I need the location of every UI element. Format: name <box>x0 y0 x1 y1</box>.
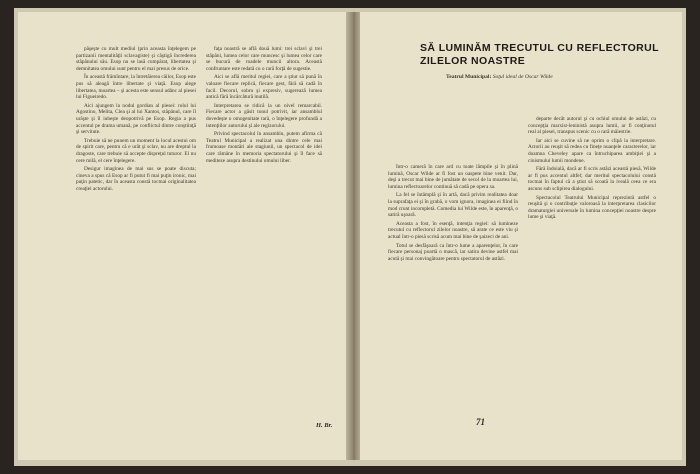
paragraph: faţa noastră se află două lumi: trei sclavi şi trei stăpâni, lumea celor care muncesc şi lumea celor care se bucură de roadele muncii altora. Această confruntare este redată cu o rară forţă de sugestie. <box>206 46 322 72</box>
paragraph: Aceasta a fost, în esenţă, intenţia regiei: să lumineze trecutul cu reflectorul zilelor noastre, să arate ce este viu şi actual într-o piesă scrisă acum mai bine de şaizeci de ani. <box>388 220 518 240</box>
paragraph: Aici ajungem la nodul gordian al piesei: rolul lui Agostino, Melita, Clea şi al lui Xantos, stăpânul, care îl urăşte şi îl iubeşte deopotrivă pe Esop. Regia a pus accentul pe drama umană, pe conflictul dintre conştiinţă şi servitute. <box>76 102 196 136</box>
open-book <box>14 8 686 466</box>
paragraph: departe decât autorul şi cu ochiul omului de astăzi, cu concepţia marxist-leninistă asupra lumii, ar fi conţinutul real al piesei, transpus scenic cu o rară măiestrie. <box>528 116 656 136</box>
page-number: 71 <box>476 417 485 427</box>
paragraph: Trebuie să ne punem un moment la locul acestui om de spirit care, pentru că e urât şi sclav, nu are dreptul la dragoste, care trebuie să accepte dispreţul tuturor. El nu cere milă, el cere înţelegere. <box>76 137 196 164</box>
paragraph: Într-o cameră în care ard cu toate lămpile şi în plină lumină, Oscar Wilde ar fi fost un oaspete bine venit. Dar, deşi a trecut mai bine de jumătate de secol de la moartea lui, lumina reflectoarelor continuă să cadă pe opera sa. <box>388 164 518 190</box>
paragraph: Desigur imaginea de mai sus se poate discuta; cineva a spus că Esop ar fi putut fi mai puţin ironic, mai puţin patetic, dar în aceasta constă tocmai originalitatea creaţiei actorului. <box>76 166 196 192</box>
paragraph: Totul se desfăşoară ca într-o lume a aparenţelor, în care fiecare personaj poartă o mască, iar satira devine astfel mai acută şi mai convingătoare pentru spectatorul de astăzi. <box>388 242 518 262</box>
paragraph: Spectacolul Teatrului Municipal reprezintă astfel o reuşită şi o contribuţie valoroasă la interpretarea clasicilor dramaturgiei universale în lumina concepţiei noastre despre lume şi viaţă. <box>528 194 656 221</box>
paragraph: Iar aici se cuvine să ne oprim o clipă la interpretare. Actorii au reuşit să redea cu fineţe nuanţele caracterelor, iar doamna Cheveley apare ca întruchiparea ambiţiei şi a cinismului lumii mondene. <box>528 137 656 164</box>
paragraph: Interpretarea se ridică la un nivel remarcabil. Fiecare actor a găsit tonul potrivit, iar ansamblul dovedeşte o omogenitate rară, o înţelegere profundă a intenţiilor autorului şi ale regizorului. <box>206 102 322 129</box>
right-column-2 <box>528 116 656 406</box>
paragraph: Privind spectacolul în ansamblu, putem afirma că Teatrul Municipal a realizat una dintre cele mai frumoase montări ale stagiunii, un spectacol de idei care rămâne în memoria spectatorului şi îl face să mediteze asupra destinului omului liber. <box>206 131 322 164</box>
left-page <box>18 12 348 460</box>
paragraph: Fără îndoială, dacă ar fi scris astăzi această piesă, Wilde ar fi pus accentul altfel; dar meritul spectacolului constă tocmai în faptul că a ştiut să scoată la iveală ceea ce era ascuns sub sclipirea dialogului. <box>528 166 656 192</box>
left-column-1 <box>76 46 196 416</box>
article-title: SĂ LUMINĂM TRECUTUL CU REFLECTORUL ZILELOR NOASTRE <box>420 42 659 67</box>
right-column-1 <box>388 164 518 422</box>
paragraph: La fel se întâmplă şi în artă, dacă privim realitatea doar la suprafaţa ei şi în grabă, o vom ignora, imaginea ei fiind în mod crunt incompletă. Comedia lui Wilde este, în aparenţă, o satiră uşoară. <box>388 192 518 219</box>
article-subtitle <box>446 74 646 80</box>
author-signature: H. Br. <box>316 422 333 429</box>
paragraph: Aici se află meritul regiei, care a ştiut să pună în valoare fiecare replică, fiecare gest, fără să cadă în facil. Decorul, sobru şi expresiv, sugerează lumea antică fără încărcătură inutilă. <box>206 74 322 101</box>
paragraph: păşeşte cu mult mediul (prin aceasta înţelegem pe partizanii mentalităţii sclavagiste) şi câştigă încrederea stăpânului său. Esop nu se lasă cumpărat, libertatea şi demnitatea omului sunt pentru el mai presus de orice. <box>76 46 196 72</box>
paragraph: În această frămîntare, la întretăierea căilor, Esop este pus să aleagă între libertate şi viaţă. Esop alege libertatea, moartea – şi acesta este sensul adânc al piesei lui Figueiredo. <box>76 74 196 101</box>
left-column-2 <box>206 46 322 408</box>
right-page <box>360 12 682 460</box>
play-title: Soţul ideal de Oscar Wilde <box>492 74 553 80</box>
theatre-name: Teatrul Municipal: <box>446 74 492 80</box>
